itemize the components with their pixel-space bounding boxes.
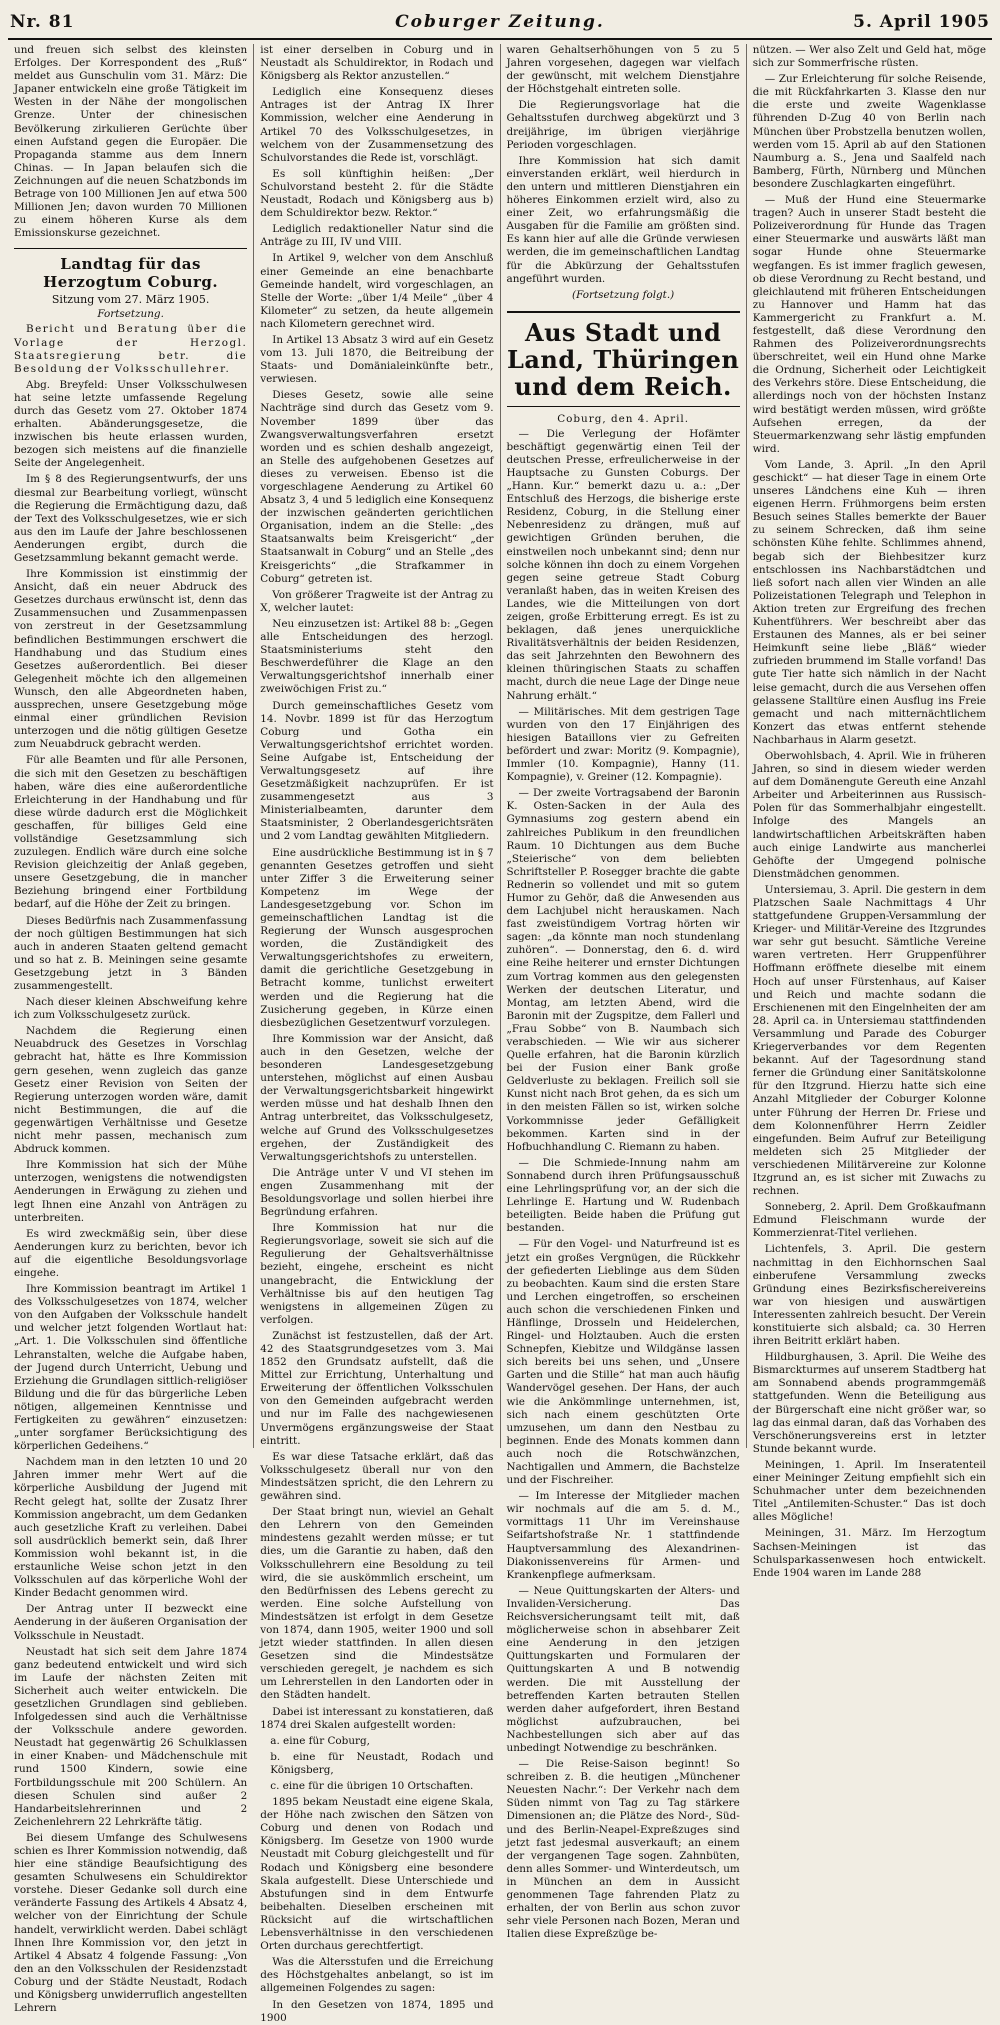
sitting-date: Sitzung vom 27. März 1905. [51, 293, 210, 307]
paragraph: Lichtenfels, 3. April. Die gestern nachmittag in den Eichhornschen Saal einberufene Versammlung zwecks Gründung eines Bezirksfischereivereins war von hiesigen und auswärtigen Interessenten zahlreich besucht. Der Verein konstituierte sich alsbald; ca. 30 Herren ihren Beitritt erklärt haben. [752, 1243, 986, 1348]
paragraph: Ihre Kommission hat sich der Mühe unterzogen, wenigstens die notwendigsten Aenderungen in Erwägung zu ziehen und legt Ihnen eine Anzahl von Anträgen zu unterbreiten. [14, 1159, 248, 1224]
paragraph: Dieses Bedürfnis nach Zusammenfassung der noch gültigen Bestimmungen hat sich auch in anderen Staaten geltend gemacht und so hat z. B. Meiningen seine gesamte Gesetzgebung jetzt in 3 Bänden zusammengestellt. [14, 914, 248, 992]
dateline: Coburg, den 4. April. [557, 412, 690, 425]
paragraph: — Die Schmiede-Innung nahm am Sonnabend durch ihren Prüfungsausschuß eine Lehrlingsprüfung vor, an der sich die Lehrlinge E. Hartung und W. Rudenbach beteiligten. Beide haben die Prüfung gut bestanden. [506, 1156, 740, 1235]
paragraph: ist einer derselben in Coburg und in Neustadt als Schuldirektor, in Rodach und Königsberg als Rektor anzustellen.“ [260, 44, 494, 83]
paragraph: Von größerer Tragweite ist der Antrag zu X, welcher lautet: [260, 588, 494, 614]
paragraph: Abg. Breyfeld: Unser Volksschulwesen hat seine letzte umfassende Regelung durch das Gesetz vom 27. Oktober 1874 erhalten. Abänderungsgesetze, die inzwischen bis heute erlassen wurden, bezogen sich meistens auf die finanzielle Seite der Angelegenheit. [14, 378, 248, 470]
paragraph: Lediglich eine Konsequenz dieses Antrages ist der Antrag IX Ihrer Kommission, welcher eine Aenderung in Artikel 70 des Volksschulgesetzes, in welchem von der Zusammensetzung des Schulvorstandes die Rede ist, vorschlägt. [260, 86, 494, 164]
continuation-note: (Fortsetzung folgt.) [572, 288, 675, 301]
paragraph: Ihre Kommission ist einstimmig der Ansicht, daß ein neuer Abdruck des Gesetzes durchaus erwünscht ist, denn das Zusammensuchen und Zusammenpassen von zerstreut in der Gesetzsammlung befindlichen Bestimmungen erschwert die Handhabung und das Studium eines Gesetzes außerordentlich. Bei dieser Gelegenheit möchte ich den allgemeinen Wunsch, den alle Abgeordneten haben, aussprechen, unsere Gesetzgebung möge einmal einer gründlichen Revision unterzogen und die nötig gültigen Gesetze zum Neuabdruck gebracht werden. [14, 568, 248, 751]
continuation-note: Fortsetzung. [97, 308, 164, 321]
paragraph: Durch gemeinschaftliches Gesetz vom 14. Novbr. 1899 ist für das Herzogtum Coburg und Gotha ein Verwaltungsgerichtshof errichtet worden. Seine Aufgabe ist, Entscheidung der Verwaltungsgesetz auf ihre Gesetzmäßigkeit nachzuprüfen. Er ist zusammengesetzt aus 3 Ministerialbeamten, darunter dem Staatsminister, 2 Oberlandesgerichtsräten und 2 vom Landtag gewählten Mitgliedern. [260, 699, 494, 843]
paragraph: — Zur Erleichterung für solche Reisende, die mit Rückfahrkarten 3. Klasse den nur die erste und zweite Wagenklasse führenden D-Zug 40 von Berlin nach München über Probstzella benutzen wollen, werden vom 15. April ab auf den Stationen Naumburg a. S., Jena und Saalfeld nach Bamberg, Fürth, Nürnberg und München besondere Zuschlagkarten eingeführt. [752, 73, 986, 190]
paragraph: Vom Lande, 3. April. „In den April geschickt“ — hat dieser Tage in einem Orte unseres Ländchens eine Kuh — ihren eigenen Herrn. Frühmorgens beim ersten Besuch seines Stalles bemerkte der Bauer zu seinem Schrecken, daß ihm seine schönsten Kühe fehlte. Schlimmes ahnend, begab sich der Biehbesitzer kurz entschlossen ins Nachbarstädtchen und ließ sofort nach allen vier Winden an alle Polizeistationen Telegraph und Telephon in Aktion treten zur Ergreifung des frechen Kuhentführers. Wer beschreibt aber das Erstaunen des Mannes, als er bei seiner Heimkunft seine liebe „Bläß“ wieder zufrieden brummend im Stalle vorfand! Das gute Tier hatte sich nämlich in der Nacht leise gemacht, durch die aus Versehen offen gelassene Stalltüre einen Ausflug ins Freie gemacht und nach mitternächtlichem Konzert das etwas entfernt stehende Nachbarhaus in Alarm gesetzt. [752, 458, 987, 746]
paragraph: Bericht und Beratung über die Vorlage der Herzogl. Staatsregierung betr. die Besoldung der Volksschullehrer. [14, 323, 248, 375]
paragraph: Was die Altersstufen und die Erreichung des Höchstgehaltes anbelangt, so ist im allgemeinen Folgendes zu sagen: [260, 1956, 494, 1995]
column-3 [501, 44, 747, 1941]
paragraph: — Die Verlegung der Hofämter beschäftigt gegenwärtig einen Teil der deutschen Presse, erfreulicherweise in der Hauptsache zu Gunsten Coburgs. Der „Hann. Kur.“ bemerkt dazu u. a.: „Der Entschluß des Herzogs, die bisherige erste Residenz, Coburg, in die Stellung einer Nebenresidenz zu drängen, muß auf gewichtigen Gründen beruhen, die einstweilen noch unbekannt sind; denn nur solche können ihn doch zu einem Vorgehen gegen seine getreue Stadt Coburg veranlaßt haben, das in weiten Kreisen des Landes, wie die Mitteilungen von dort zeigen, große Erbitterung erregt. Es ist zu beklagen, daß jenes unerquickliche Rivalitätsverhältnis der beiden Residenzen, das seit Jahrzehnten den Bewohnern des kleinen thüringischen Staats zu schaffen macht, durch die neue Lage der Dinge neue Nahrung erhält.“ [506, 427, 740, 702]
paragraph: Sonneberg, 2. April. Dem Großkaufmann Edmund Fleischmann wurde der Kommerzienrat-Titel verliehen. [752, 1201, 986, 1240]
paragraph: In den Gesetzen von 1874, 1895 und 1900 [260, 1998, 494, 2024]
paragraph: Bei diesem Umfange des Schulwesens schien es Ihrer Kommission notwendig, daß hier eine ständige Beaufsichtigung des gesamten Schulwesens ein Schuldirektor vorstehe. Dieser Gedanke soll durch eine veränderte Fassung des Artikels 4 Absatz 4, welcher von der Einrichtung der Schule handelt, verwirklicht werden. Dabei schlägt Ihnen Ihre Kommission vor, den jetzt in Artikel 4 Absatz 4 folgende Fassung: „Von den an den Volksschulen der Residenzstadt Coburg und der Städte Neustadt, Rodach und Königsberg unwiderruflich angestellten Lehrern [14, 1831, 248, 2015]
paragraph: und freuen sich selbst des kleinsten Erfolges. Der Korrespondent des „Ruß“ meldet aus Gunschulin vom 31. März: Die Japaner entwickeln eine große Tätigkeit im Westen in der Nähe der mongolischen Grenze. Unter der chinesischen Bevölkerung zirkulieren Gerüchte über einen Aufstand gegen die Europäer. Die Propaganda stamme aus dem Innern Chinas. — In Japan belaufen sich die Zeichnungen auf die neuen Schatzbonds im Betrage von 100 Millionen Jen auf etwa 500 Millionen Jen; davon wurden 70 Millionen zu einem höheren Kurse als dem Emissionskurse gezeichnet. [14, 44, 248, 240]
paragraph: Lediglich redaktioneller Natur sind die Anträge zu III, IV und VIII. [260, 223, 494, 249]
paragraph: Der Antrag unter II bezweckt eine Aenderung in der äußeren Organisation der Volksschule in Neustadt. [14, 1603, 248, 1642]
paragraph: Ihre Kommission beantragt im Artikel 1 des Volksschulgesetzes von 1874, welcher von den Aufgaben der Volksschule handelt und welcher jetzt folgenden Wortlaut hat: „Art. 1. Die Volksschulen sind öffentliche Lehranstalten, welche die Aufgabe haben, der Jugend durch Unterricht, Uebung und Erziehung die Grundlagen sittlich-religiöser Bildung und die für das bürgerliche Leben nötigen, allgemeinen Kenntnisse und Fertigkeiten zu gewähren“ einzusetzen: „unter sorgfamer Berücksichtigung des körperlichen Gedeihens.“ [14, 1283, 248, 1453]
paragraph: — Neue Quittungskarten der Alters- und Invaliden-Versicherung. Das Reichsversicherungsamt teilt mit, daß möglicherweise schon in absehbarer Zeit eine Aenderung in den jetzigen Quittungskarten und Formularen der Quittungskarten A und B notwendig werden. Die mit Ausstellung der betreffenden Karten betrauten Stellen werden daher aufgefordert, ihren Bestand möglichst aufzubrauchen, bei Nachbestellungen sich aber auf das unbedingt Notwendige zu beschränken. [506, 1584, 740, 1754]
paragraph: Ihre Kommission war der Ansicht, daß auch in den Gesetzen, welche der besonderen Landesgesetzgebung unterstehen, möglichst auf einen Ausbau der Verwaltungsgerichtsbarkeit hingewirkt werden müsse und hat deshalb Ihnen den Antrag unterbreitet, das Volksschulgesetz, welche auf Grund des Volksschulgesetzes ergehen, der Zuständigkeit des Verwaltungsgerichtshofs zu unterstellen. [260, 1032, 494, 1163]
paragraph: 1895 bekam Neustadt eine eigene Skala, der Höhe nach zwischen den Sätzen von Coburg und denen von Rodach und Königsberg. Im Gesetze von 1900 wurde Neustadt mit Coburg gleichgestellt und für Rodach und Königsberg eine besondere Skala aufgestellt. Diese Unterschiede und Abstufungen sind in dem Entwurfe beibehalten. Dieselben erscheinen mit Rücksicht auf die wirtschaftlichen Lebensverhältnisse in den verschiedenen Orten durchaus gerechtfertigt. [260, 1796, 494, 1953]
text-columns [8, 44, 992, 2024]
paragraph: Untersiemau, 3. April. Die gestern in dem Platzschen Saale Nachmittags 4 Uhr stattgefundene Gruppen-Versammlung der Krieger- und Militär-Vereine des Itzgrundes war sehr gut besucht. Sämtliche Vereine waren vertreten. Herr Gruppenführer Hoffmann eröffnete dieselbe mit einem Hoch auf unser Fürstenhaus, auf Kaiser und Reich und machte sodann die Erschienenen mit den Eingelnheiten der am 28. April ca. in Untersiemau stattfindenden Versammlung und Parade des Coburger Kriegerverbandes vor dem Regenten bekannt. Auf der Tagesordnung stand ferner die Gründung einer Sanitätskolonne für den Itzgrund. Hierzu hatte sich eine Anzahl Mitglieder der Coburger Kolonne unter Führung der Herren Dr. Friese und dem Kolonnenführer Herrn Zeidler eingefunden. Beim Aufruf zur Beteiligung meldeten sich 25 Mitglieder der verschiedenen Militärvereine zur Kolonne Itzgrund an, es ist sicher mit Zuwachs zu rechnen. [752, 883, 986, 1198]
paragraph: In Artikel 13 Absatz 3 wird auf ein Gesetz vom 13. Juli 1870, die Beitreibung der Staats- und Domänialeinkünfte betr., verwiesen. [260, 333, 494, 386]
paragraph: Meiningen, 1. April. Im Inseratenteil einer Meininger Zeitung empfiehlt sich ein Schuhmacher unter dem bezeichnenden Titel „Antilemiten-Schuster.“ Das ist doch alles Mögliche! [752, 1458, 986, 1524]
paragraph: Dieses Gesetz, sowie alle seine Nachträge sind durch das Gesetz vom 9. November 1899 über das Zwangsverwaltungsverfahren ersetzt worden und es schien deshalb angezeigt, an Stelle des aufgehobenen Gesetzes auf dieses zu verweisen. Ebenso ist die vorgeschlagene Aenderung zu Artikel 60 Absatz 3, 4 und 5 lediglich eine Konsequenz der inzwischen geänderten gerichtlichen Organisation, indem an die Stelle: „des Staatsanwalts beim Kreisgericht“ „der Staatsanwalt in Coburg“ und an Stelle „des Kreisgerichts“ „die Strafkammer in Coburg“ getreten ist. [260, 389, 494, 585]
paragraph: — Die Reise-Saison beginnt! So schreiben z. B. die heutigen „Münchener Neuesten Nachr.“: Der Verkehr nach dem Süden nimmt von Tag zu Tag stärkere Dimensionen an; die Plätze des Nord-, Süd- und des Berlin-Neapel-Expreßzuges sind jetzt fast jedesmal ausverkauft; an einem der vergangenen Tage sogen. Zahnbüten, denn alles Sommer- und Winterdeutsch, um in München an dem in Aussicht genommenen Tage fahrenden Platz zu erhalten, der von Berlin aus schon zuvor sehr viele Personen nach Bozen, Meran und Italien diese Expreßzüge be- [506, 1758, 740, 1941]
paragraph: Im § 8 des Regierungsentwurfs, der uns diesmal zur Bearbeitung vorliegt, wünscht die Regierung die Ermächtigung dazu, daß der Text des Volksschulgesetzes, wie er sich aus den im Laufe der Jahre beschlossenen Aenderungen ergibt, durch die Gesetzsammlung bekannt gemacht werde. [14, 473, 248, 564]
section-heading-landtag: Landtag für das Herzogtum Coburg. [14, 248, 247, 291]
paragraph: Es war diese Tatsache erklärt, daß das Volksschulgesetz überall nur von den Mindestsätzen spricht, die den Lehrern zu gewähren sind. [260, 1450, 494, 1503]
paragraph: Neustadt hat sich seit dem Jahre 1874 ganz bedeutend entwickelt und wird sich im Laufe der nächsten Zeiten mit Sicherheit auch weiter entwickeln. Die gesetzlichen Grundlagen sind geblieben. Infolgedessen sind auch die Verhältnisse der Volksschule andere geworden. Neustadt hat gegenwärtig 26 Schulklassen in einer Knaben- und Mädchenschule mit rund 1500 Kindern, sowie eine Fortbildungsschule mit 200 Schülern. An diesen Schulen sind außer 2 Handarbeitslehrerinnen und 2 Zeichenlehrern 22 Lehrkräfte tätig. [14, 1645, 248, 1828]
paragraph: Zunächst ist festzustellen, daß der Art. 42 des Staatsgrundgesetzes vom 3. Mai 1852 den Grundsatz aufstellt, daß die Mittel zur Errichtung, Unterhaltung und Erweiterung der öffentlichen Volksschulen von den Gemeinden aufgebracht werden und nur im Falle des nachgewiesenen Unvermögens ergänzungsweise der Staat eintritt. [260, 1329, 494, 1447]
paragraph: Für alle Beamten und für alle Personen, die sich mit den Gesetzen zu beschäftigen haben, wäre dies eine außerordentliche Erleichterung in der Handhabung und für diese würde dadurch erst die Möglichkeit geschaffen, für billiges Geld eine vollständige Gesetzsammlung sich zuzulegen. Endlich wäre durch eine solche Revision gleichzeitig der Anlaß gegeben, unsere Gesetzgebung, die in mancher Beziehung bringend einer Fortbildung bedarf, auf die Höhe der Zeit zu bringen. [14, 754, 248, 911]
masthead [8, 10, 992, 40]
paragraph: Meiningen, 31. März. Im Herzogtum Sachsen-Meiningen ist das Schulsparkassenwesen hoch entwickelt. Ende 1904 waren im Lande 288 [752, 1527, 986, 1579]
newspaper-title: Coburger Zeitung. [395, 12, 605, 32]
column-4 [747, 44, 992, 1579]
paragraph: Es soll künftighin heißen: „Der Schulvorstand besteht 2. für die Städte Neustadt, Rodach und Königsberg aus b) dem Schuldirektor bezw. Rektor.“ [260, 167, 494, 220]
paragraph: Oberwohlsbach, 4. April. Wie in früheren Jahren, so sind in diesem wieder werden auf dem Domänengute Gereuth eine Anzahl Arbeiter und Arbeiterinnen aus Russisch-Polen für das Sommerhalbjahr eingestellt. Infolge des Mangels an landwirtschaftlichen Arbeitskräften haben auch einige Landwirte aus mancherlei Gehöfte der Umgegend polnische Dienstmädchen genommen. [752, 749, 986, 880]
paragraph: — Der zweite Vortragsabend der Baronin K. Osten-Sacken in der Aula des Gymnasiums zog gestern abend ein zahlreiches Publikum in den freundlichen Raum. 10 Dichtungen aus dem Buche „Steierische“ von dem beliebten Schriftsteller P. Rosegger brachte die gabte Rednerin so vollendet und mit so gutem Humor zu Gehör, daß die Anwesenden aus dem Lachjubel nicht herauskamen. Nach fast zweistündigem Vortrag hörten wir sagen: „da könnte man noch stundenlang zuhören“. — Donnerstag, den 6. d. wird eine Reihe heiterer und ernster Dichtungen zum Vortrag kommen aus den gelegensten Werken der deutschen Literatur, und Montag, am letzten Abend, wird die Baronin mit der Zugspitze, dem Fallerl und „Frau Sobbe“ von B. Naumbach sich verabschieden. — Wie wir aus sicherer Quelle erfahren, hat die Baronin kürzlich bei der Fusion einer Bank große Geldverluste zu beklagen. Freilich soll sie Kunst nicht nach Brot gehen, da es sich um in den meisten Fällen so ist, wirken solche Vorkommnisse jeder Gefälligkeit bekommen. Karten sind in der Hofbuchhandlung C. Riemann zu haben. [506, 787, 740, 1153]
paragraph: Dabei ist interessant zu konstatieren, daß 1874 drei Skalen aufgestellt worden: [260, 1705, 494, 1731]
paragraph: Ihre Kommission hat nur die Regierungsvorlage, soweit sie sich auf die Regulierung der Gehaltsverhältnisse bezieht, eingehe, erscheint es nicht unangebracht, die Entwicklung der Verhältnisse bis auf den heutigen Tag wenigstens in allgemeinen Zügen zu verfolgen. [260, 1222, 494, 1326]
paragraph: Neu einzusetzen ist: Artikel 88 b: „Gegen alle Entscheidungen des herzogl. Staatsministeriums steht den Beschwerdeführer die Klage an den Verwaltungsgerichtshof innerhalb einer zweiwöchigen Frist zu.“ [260, 617, 494, 696]
paragraph: Ihre Kommission hat sich damit einverstanden erklärt, weil hierdurch in den untern und mittleren Dienstjahren ein höheres Einkommen erzielt wird, also zu einer Zeit, wo erfahrungsmäßig die Ausgaben für die Familie am größten sind. Es kann hier auf alle die Gründe verwiesen werden, die im gemeinschaftlichen Landtag für die Abkürzung der Gehaltsstufen angeführt wurden. [506, 154, 740, 285]
paragraph: nützen. — Wer also Zelt und Geld hat, möge sich zur Sommerfrische rüsten. [752, 44, 986, 70]
paragraph: waren Gehaltserhöhungen von 5 zu 5 Jahren vorgesehen, dagegen war vielfach der gewünscht, mit welchem Dienstjahre der Höchstgehalt eintreten solle. [506, 44, 740, 96]
paragraph: Die Anträge unter V und VI stehen im engen Zusammenhang mit der Besoldungsvorlage und sollen hierbei ihre Begründung erfahren. [260, 1166, 494, 1219]
column-1 [8, 44, 254, 2015]
issue-date: 5. April 1905 [853, 12, 990, 32]
issue-number: Nr. 81 [10, 12, 75, 32]
paragraph: In Artikel 9, welcher von dem Anschluß einer Gemeinde an eine benachbarte Gemeinde handelt, wird vorgeschlagen, an Stelle der Worte: „über 1/4 Meile“ „über 4 Kilometer“ zu setzen, da heute allgemein nach Kilometern gerechnet wird. [260, 252, 494, 330]
paragraph: Die Regierungsvorlage hat die Gehaltsstufen durchweg abgekürzt und 3 dreijährige, im übrigen vierjährige Perioden vorgeschlagen. [506, 99, 740, 151]
paragraph: — Muß der Hund eine Steuermarke tragen? Auch in unserer Stadt besteht die Polizeiverordnung für Hunde das Tragen einer Steuermarke und auswärts läßt man sogar Hunde ohne Steuermarke wegfangen. Es ist immer fraglich gewesen, ob diese Verordnung zu Recht bestand, und gleichlautend mit früheren Entscheidungen zu Hannover und Hamm hat das Kammergericht zu Frankfurt a. M. festgestellt, daß diese Verordnung den Rahmen des Polizeiverordnungsrechts überschreitet, weil ein Hund ohne Marke die Ordnung, Sicherheit oder Leichtigkeit des Verkehrs störe. Diese Entscheidung, die allerdings noch von der höchsten Instanz wird bestätigt werden müssen, wird größte Aufsehen erregen, da der Steuermarkenzwang sehr lästig empfunden wird. [752, 194, 986, 455]
paragraph: Eine ausdrückliche Bestimmung ist in § 7 genannten Gesetzes getroffen und sieht unter Ziffer 3 die Erweiterung seiner Kompetenz im Wege der Landesgesetzgebung vor. Schon im gemeinschaftlichen Landtag ist die Regierung der Wunsch ausgesprochen worden, die Zuständigkeit des Verwaltungsgerichtshofes zu erweitern, damit die gerichtliche Gesetzgebung in Betracht komme, tunlichst erweitert werden und die Regierung hat die Zusicherung gegeben, in Kürze einen diesbezüglichen Gesetzentwurf vorzulegen. [260, 846, 494, 1029]
paragraph: Der Staat bringt nun, wieviel an Gehalt den Lehrern von den Gemeinden mindestens gezahlt werden müsse; er tut dies, um die Garantie zu haben, daß den Volksschullehrern eine Besoldung zu teil wird, die sie auskömmlich erscheint, um den Bedürfnissen des Lebens gerecht zu werden. Eine solche Aufstellung von Mindestsätzen ist erfolgt in dem Gesetze von 1874, dann 1905, weiter 1900 und soll jetzt wieder stattfinden. In allen diesen Gesetzen sind die Mindestsätze verschieden geregelt, je nachdem es sich um Lehrerstellen in den Landorten oder in den Städten handelt. [260, 1506, 494, 1702]
section-heading-local-news: Aus Stadt und Land, Thüringen und dem Reich. [507, 311, 740, 407]
paragraph: Nachdem die Regierung einen Neuabdruck des Gesetzes in Vorschlag gebracht hat, hätte es Ihre Kommission gern gesehen, wenn zugleich das ganze Gesetz einer Revision von Seiten der Regierung unterzogen worden wäre, damit nicht Bestimmungen, die auf die gegenwärtigen Verhältnisse und Gesetze nicht mehr passen, mechanisch zum Abdruck kommen. [14, 1025, 248, 1156]
paragraph: Nach dieser kleinen Abschweifung kehre ich zum Volksschulgesetz zurück. [14, 996, 248, 1022]
list-item: a. eine für Coburg, [270, 1734, 370, 1747]
paragraph: Nachdem man in den letzten 10 und 20 Jahren immer mehr Wert auf die körperliche Ausbildung der Jugend mit Recht gelegt hat, sollte der Zusatz Ihrer Kommission angebracht, um dem Gedanken auch gesetzliche Kraft zu verleihen. Dabei soll ausdrücklich bemerkt sein, daß Ihrer Kommission wohl bekannt ist, in die erstaunliche Weise schon jetzt in den Volksschulen auf das körperliche Wohl der Kinder Bedacht genommen wird. [14, 1456, 248, 1600]
list-item: c. eine für die übrigen 10 Ortschaften. [270, 1780, 474, 1792]
paragraph: — Militärisches. Mit dem gestrigen Tage wurden von den 17 Einjährigen des hiesigen Bataillons vier zu Gefreiten befördert und zwar: Moritz (9. Kompagnie), Immler (10. Kompagnie), Hanny (11. Kompagnie), v. Greiner (12. Kompagnie). [506, 705, 740, 784]
paragraph: — Für den Vogel- und Naturfreund ist es jetzt ein großes Vergnügen, die Rückkehr der gefiederten Lieblinge aus dem Süden zu beobachten. Kaum sind die ersten Stare und Lerchen eingetroffen, so erscheinen auch schon die verschiedenen Finken und Hänflinge, Drosseln und Heidelerchen, Ringel- und Holztauben. Auch die ersten Schnepfen, Kiebitze und Wildgänse lassen sich bereits bei uns sehen, und „Unsere Garten und die Stille“ hat man auch häufig Wandervögel gesehen. Der Hans, der auch wie die Ankömmlinge unternehmen, ist, sich nach einem geschützten Orte umzusehen, um dann den Nestbau zu beginnen. Ende des Monats kommen dann auch noch die Rotschwänzchen, Nachtigallen und Ammern, die Bachstelze und der Fischreiher. [506, 1238, 740, 1487]
column-2 [254, 44, 500, 2024]
paragraph: — Im Interesse der Mitglieder machen wir nochmals auf die am 5. d. M., vormittags 11 Uhr im Vereinshause Seifartshofstraße Nr. 1 stattfindende Hauptversammlung des Alexandrinen-Diakonissenvereins für Armen- und Krankenpflege aufmerksam. [506, 1490, 740, 1581]
paragraph: Es wird zweckmäßig sein, über diese Aenderungen kurz zu berichten, bevor ich auf die eigentliche Besoldungsvorlage eingehe. [14, 1227, 248, 1279]
list-item: b. eine für Neustadt, Rodach und Königsberg, [270, 1750, 494, 1776]
paragraph: Hildburghausen, 3. April. Die Weihe des Bismarckturmes auf unserem Stadtberg hat am Sonnabend abends programmgemäß stattgefunden. Wenn die Beteiligung aus der Bürgerschaft eine nicht größer war, so lag das einmal daran, daß das Vorhaben des Verschönerungsvereins erst in letzter Stunde bekannt wurde. [752, 1351, 987, 1455]
